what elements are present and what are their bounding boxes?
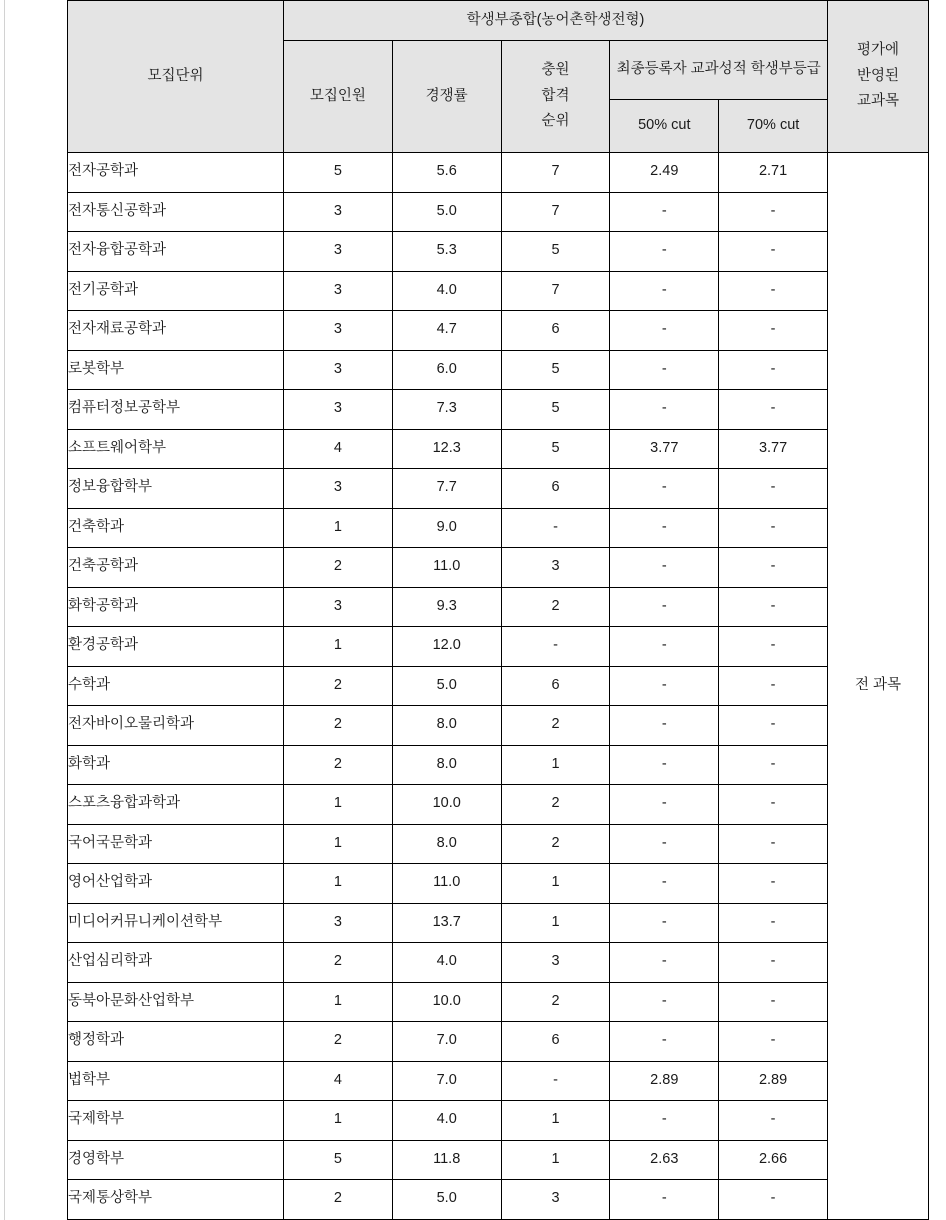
cell-waitlist-rank: 1: [501, 745, 610, 785]
cell-competition-ratio: 11.0: [392, 864, 501, 904]
cell-waitlist-rank: 3: [501, 1180, 610, 1220]
cell-cut-50: 2.89: [610, 1061, 719, 1101]
table-row: [68, 271, 929, 311]
cell-recruit-count: 2: [284, 943, 393, 983]
table-body: [68, 153, 929, 1220]
cell-waitlist-rank: 1: [501, 1140, 610, 1180]
cell-cut-50: -: [610, 666, 719, 706]
cell-cut-70: -: [719, 192, 828, 232]
cell-recruitment-unit: 행정학과: [68, 1022, 284, 1062]
cell-cut-70: -: [719, 627, 828, 667]
cell-recruit-count: 1: [284, 627, 393, 667]
cell-waitlist-rank: 2: [501, 824, 610, 864]
cell-cut-50: -: [610, 706, 719, 746]
cell-competition-ratio: 9.0: [392, 508, 501, 548]
cell-waitlist-rank: 1: [501, 1101, 610, 1141]
cell-competition-ratio: 5.0: [392, 666, 501, 706]
cell-recruit-count: 2: [284, 1022, 393, 1062]
cell-cut-70: -: [719, 271, 828, 311]
cell-recruit-count: 3: [284, 469, 393, 509]
table-row: [68, 824, 929, 864]
waitlist-rank-line-1: 충원: [541, 62, 570, 79]
cell-recruit-count: 4: [284, 1061, 393, 1101]
table-row: [68, 1061, 929, 1101]
cell-cut-50: -: [610, 903, 719, 943]
cell-recruitment-unit: 수학과: [68, 666, 284, 706]
cell-recruitment-unit: 건축공학과: [68, 548, 284, 588]
cell-recruitment-unit: 스포츠융합과학과: [68, 785, 284, 825]
cell-recruitment-unit: 전자재료공학과: [68, 311, 284, 351]
cell-waitlist-rank: 3: [501, 943, 610, 983]
cell-waitlist-rank: 1: [501, 903, 610, 943]
cell-cut-50: -: [610, 785, 719, 825]
cell-cut-50: -: [610, 548, 719, 588]
cell-recruit-count: 2: [284, 548, 393, 588]
cell-competition-ratio: 8.0: [392, 745, 501, 785]
cell-cut-50: -: [610, 469, 719, 509]
table-header: [68, 1, 929, 153]
cell-recruit-count: 3: [284, 311, 393, 351]
cell-recruit-count: 1: [284, 982, 393, 1022]
cell-recruit-count: 3: [284, 271, 393, 311]
cell-waitlist-rank: 6: [501, 666, 610, 706]
cell-cut-70: -: [719, 982, 828, 1022]
cell-competition-ratio: 11.8: [392, 1140, 501, 1180]
cell-competition-ratio: 4.7: [392, 311, 501, 351]
cell-recruitment-unit: 건축학과: [68, 508, 284, 548]
cell-cut-50: -: [610, 390, 719, 430]
cell-recruit-count: 2: [284, 666, 393, 706]
cell-competition-ratio: 4.0: [392, 943, 501, 983]
cell-cut-70: -: [719, 1022, 828, 1062]
cell-recruitment-unit: 영어산업학과: [68, 864, 284, 904]
cell-competition-ratio: 12.3: [392, 429, 501, 469]
cell-competition-ratio: 5.0: [392, 192, 501, 232]
cell-competition-ratio: 11.0: [392, 548, 501, 588]
cell-waitlist-rank: 6: [501, 311, 610, 351]
cell-recruit-count: 1: [284, 508, 393, 548]
table-row: [68, 666, 929, 706]
cell-cut-50: -: [610, 508, 719, 548]
cell-waitlist-rank: 5: [501, 390, 610, 430]
cell-cut-50: 2.63: [610, 1140, 719, 1180]
cell-cut-50: -: [610, 1180, 719, 1220]
cell-recruit-count: 1: [284, 1101, 393, 1141]
cell-recruit-count: 3: [284, 587, 393, 627]
column-header-waitlist-rank: [501, 41, 610, 153]
table-row: [68, 1022, 929, 1062]
table-row: [68, 1101, 929, 1141]
cell-cut-70: -: [719, 785, 828, 825]
cell-recruit-count: 3: [284, 903, 393, 943]
cell-cut-70: -: [719, 706, 828, 746]
cell-recruit-count: 1: [284, 864, 393, 904]
cell-cut-70: -: [719, 232, 828, 272]
page-margin-guide: [4, 0, 5, 1220]
cell-waitlist-rank: -: [501, 508, 610, 548]
cell-recruitment-unit: 미디어커뮤니케이션학부: [68, 903, 284, 943]
header-row-primary: [68, 1, 929, 41]
cell-recruit-count: 2: [284, 1180, 393, 1220]
cell-waitlist-rank: 7: [501, 271, 610, 311]
cell-waitlist-rank: 2: [501, 587, 610, 627]
cell-recruit-count: 1: [284, 785, 393, 825]
table-row: [68, 706, 929, 746]
cell-waitlist-rank: 6: [501, 469, 610, 509]
cell-recruit-count: 3: [284, 232, 393, 272]
table-row: [68, 785, 929, 825]
cell-cut-70: -: [719, 508, 828, 548]
cell-competition-ratio: 7.0: [392, 1061, 501, 1101]
cell-recruitment-unit: 화학공학과: [68, 587, 284, 627]
cell-recruit-count: 2: [284, 706, 393, 746]
table-row: [68, 350, 929, 390]
cell-cut-70: -: [719, 745, 828, 785]
cell-cut-70: -: [719, 311, 828, 351]
cell-competition-ratio: 10.0: [392, 785, 501, 825]
table-row: [68, 311, 929, 351]
cell-cut-70: -: [719, 1180, 828, 1220]
admissions-table-container: [67, 0, 929, 1220]
table-row: [68, 192, 929, 232]
cell-cut-50: -: [610, 982, 719, 1022]
cell-cut-70: 2.89: [719, 1061, 828, 1101]
column-header-cut-50: 50% cut: [610, 100, 719, 153]
waitlist-rank-line-3: 순위: [541, 113, 570, 130]
cell-cut-50: -: [610, 311, 719, 351]
table-row: [68, 1140, 929, 1180]
cell-recruitment-unit: 국제학부: [68, 1101, 284, 1141]
cell-waitlist-rank: 2: [501, 706, 610, 746]
table-row: [68, 587, 929, 627]
cell-competition-ratio: 6.0: [392, 350, 501, 390]
cell-cut-50: -: [610, 943, 719, 983]
reflected-subjects-line-1: 평가에: [856, 42, 900, 59]
cell-recruitment-unit: 전자공학과: [68, 153, 284, 193]
cell-recruit-count: 5: [284, 1140, 393, 1180]
table-row: [68, 508, 929, 548]
cell-cut-70: -: [719, 666, 828, 706]
cell-waitlist-rank: 6: [501, 1022, 610, 1062]
cell-waitlist-rank: 5: [501, 232, 610, 272]
cell-cut-70: -: [719, 350, 828, 390]
table-row: [68, 1180, 929, 1220]
cell-recruitment-unit: 국어국문학과: [68, 824, 284, 864]
cell-waitlist-rank: -: [501, 627, 610, 667]
cell-competition-ratio: 8.0: [392, 824, 501, 864]
table-row: [68, 469, 929, 509]
cell-cut-70: 2.71: [719, 153, 828, 193]
cell-competition-ratio: 4.0: [392, 271, 501, 311]
cell-recruitment-unit: 환경공학과: [68, 627, 284, 667]
cell-competition-ratio: 7.3: [392, 390, 501, 430]
cell-reflected-subjects-value: 전 과목: [828, 153, 929, 1220]
cell-cut-70: -: [719, 903, 828, 943]
cell-cut-70: -: [719, 943, 828, 983]
cell-recruitment-unit: 경영학부: [68, 1140, 284, 1180]
cell-cut-50: 3.77: [610, 429, 719, 469]
cell-cut-50: -: [610, 1101, 719, 1141]
admissions-results-table: [67, 0, 929, 1220]
cell-recruit-count: 1: [284, 824, 393, 864]
table-row: [68, 903, 929, 943]
column-header-reflected-subjects: [828, 1, 929, 153]
cell-recruitment-unit: 전기공학과: [68, 271, 284, 311]
cell-competition-ratio: 8.0: [392, 706, 501, 746]
cell-recruit-count: 5: [284, 153, 393, 193]
cell-recruitment-unit: 전자융합공학과: [68, 232, 284, 272]
cell-recruitment-unit: 전자통신공학과: [68, 192, 284, 232]
cell-cut-70: -: [719, 587, 828, 627]
cell-competition-ratio: 7.0: [392, 1022, 501, 1062]
cell-competition-ratio: 5.3: [392, 232, 501, 272]
cell-waitlist-rank: 2: [501, 982, 610, 1022]
table-row: [68, 864, 929, 904]
column-header-final-enrolled-grade: 최종등록자 교과성적 학생부등급: [610, 41, 828, 100]
cell-recruit-count: 3: [284, 350, 393, 390]
cell-cut-50: -: [610, 587, 719, 627]
cell-cut-70: -: [719, 548, 828, 588]
cell-waitlist-rank: 3: [501, 548, 610, 588]
table-row: [68, 943, 929, 983]
cell-recruitment-unit: 법학부: [68, 1061, 284, 1101]
cell-competition-ratio: 12.0: [392, 627, 501, 667]
column-header-recruitment-unit: 모집단위: [68, 1, 284, 153]
cell-competition-ratio: 4.0: [392, 1101, 501, 1141]
cell-recruitment-unit: 전자바이오물리학과: [68, 706, 284, 746]
cell-competition-ratio: 5.0: [392, 1180, 501, 1220]
cell-recruitment-unit: 로봇학부: [68, 350, 284, 390]
cell-cut-50: 2.49: [610, 153, 719, 193]
cell-waitlist-rank: 2: [501, 785, 610, 825]
table-row: [68, 745, 929, 785]
cell-waitlist-rank: -: [501, 1061, 610, 1101]
waitlist-rank-line-2: 합격: [541, 87, 570, 104]
cell-recruitment-unit: 동북아문화산업학부: [68, 982, 284, 1022]
column-header-recruit-count: 모집인원: [284, 41, 393, 153]
table-row: [68, 429, 929, 469]
table-row: [68, 232, 929, 272]
cell-cut-50: -: [610, 1022, 719, 1062]
cell-cut-50: -: [610, 232, 719, 272]
cell-waitlist-rank: 7: [501, 153, 610, 193]
cell-cut-50: -: [610, 864, 719, 904]
column-header-competition-ratio: 경쟁률: [392, 41, 501, 153]
cell-cut-50: -: [610, 627, 719, 667]
cell-cut-70: 2.66: [719, 1140, 828, 1180]
cell-waitlist-rank: 1: [501, 864, 610, 904]
cell-cut-50: -: [610, 271, 719, 311]
cell-competition-ratio: 5.6: [392, 153, 501, 193]
table-row: [68, 390, 929, 430]
reflected-subjects-line-2: 반영된: [856, 67, 900, 84]
cell-recruitment-unit: 화학과: [68, 745, 284, 785]
cell-recruit-count: 3: [284, 192, 393, 232]
cell-recruit-count: 4: [284, 429, 393, 469]
cell-cut-50: -: [610, 745, 719, 785]
table-row: [68, 982, 929, 1022]
table-row: [68, 153, 929, 193]
cell-cut-50: -: [610, 350, 719, 390]
cell-cut-70: -: [719, 390, 828, 430]
cell-recruit-count: 3: [284, 390, 393, 430]
cell-competition-ratio: 7.7: [392, 469, 501, 509]
cell-cut-50: -: [610, 824, 719, 864]
column-header-cut-70: 70% cut: [719, 100, 828, 153]
cell-waitlist-rank: 7: [501, 192, 610, 232]
cell-cut-70: -: [719, 864, 828, 904]
cell-cut-70: -: [719, 824, 828, 864]
table-row: [68, 548, 929, 588]
cell-cut-70: -: [719, 469, 828, 509]
cell-recruitment-unit: 컴퓨터정보공학부: [68, 390, 284, 430]
cell-competition-ratio: 10.0: [392, 982, 501, 1022]
cell-cut-70: -: [719, 1101, 828, 1141]
cell-waitlist-rank: 5: [501, 429, 610, 469]
cell-cut-70: 3.77: [719, 429, 828, 469]
cell-competition-ratio: 13.7: [392, 903, 501, 943]
cell-competition-ratio: 9.3: [392, 587, 501, 627]
cell-recruit-count: 2: [284, 745, 393, 785]
cell-recruitment-unit: 정보융합학부: [68, 469, 284, 509]
cell-recruitment-unit: 국제통상학부: [68, 1180, 284, 1220]
cell-cut-50: -: [610, 192, 719, 232]
cell-recruitment-unit: 산업심리학과: [68, 943, 284, 983]
column-header-admission-type: 학생부종합(농어촌학생전형): [284, 1, 828, 41]
cell-recruitment-unit: 소프트웨어학부: [68, 429, 284, 469]
reflected-subjects-line-3: 교과목: [856, 93, 900, 110]
cell-waitlist-rank: 5: [501, 350, 610, 390]
table-row: [68, 627, 929, 667]
